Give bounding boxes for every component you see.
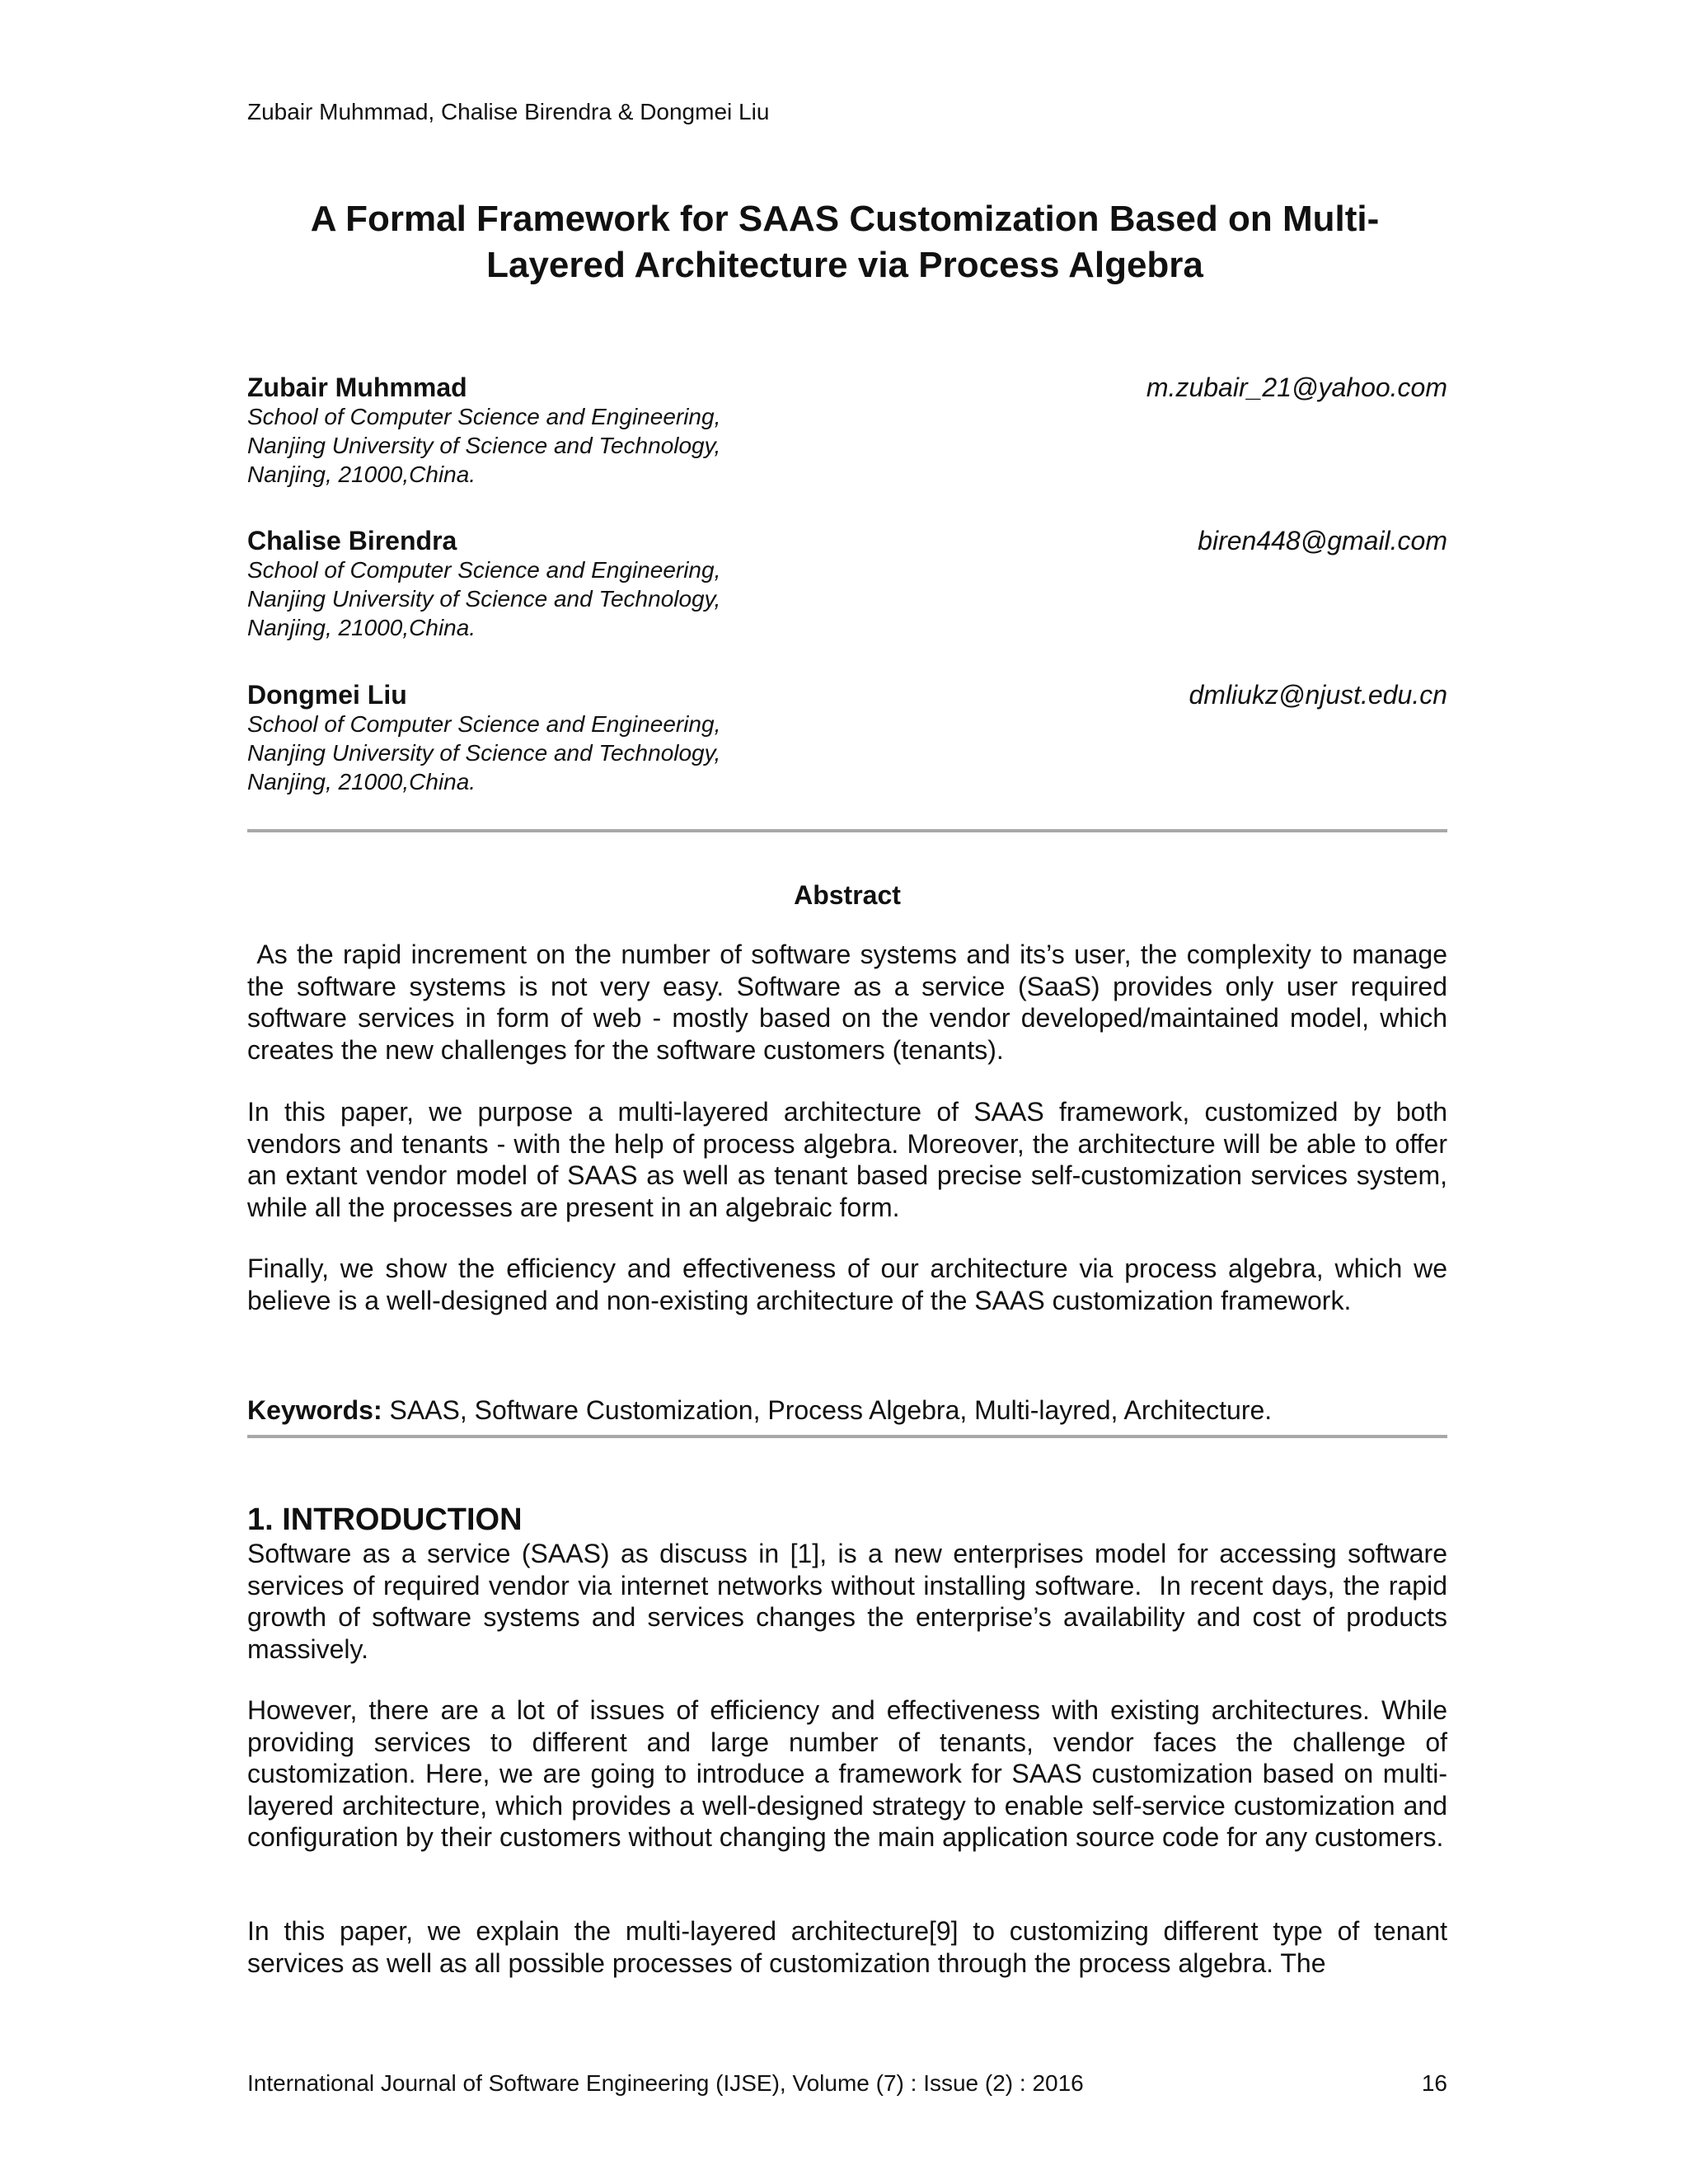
author-affiliation-school: School of Computer Science and Engineering, bbox=[247, 557, 721, 583]
author-affiliation-university: Nanjing University of Science and Technology, bbox=[247, 740, 721, 766]
abstract-heading: Abstract bbox=[794, 880, 901, 910]
abstract-paragraph-1: As the rapid increment on the number of software systems and its’s user, the complexity to manage the software systems is not very easy. Software as a service (SaaS) provides only user required software services in form of web - mostly based on the vendor developed/maintained model, which creates the new challenges for the software customers (tenants). bbox=[247, 940, 1455, 1065]
keywords-line bbox=[247, 1394, 1447, 1426]
author-block-2 bbox=[247, 526, 1447, 642]
abstract-paragraph-2: In this paper, we purpose a multi-layered architecture of SAAS framework, customized by both vendors and tenants - with the help of process algebra. Moreover, the architecture will be able to offer an extant vendor model of SAAS as well as tenant based precise self-customization services system, while all the processes are present in an algebraic form. bbox=[247, 1097, 1447, 1222]
divider-rule bbox=[247, 829, 1447, 832]
paper-title bbox=[206, 196, 1484, 288]
intro-paragraph-1: Software as a service (SAAS) as discuss in [1], is a new enterprises model for accessing software services of required vendor via internet networks without installing software. In recent days, the rapid growth of software systems and services changes the enterprise’s availability and cost of products massively. bbox=[247, 1539, 1455, 1664]
author-affiliation-university: Nanjing University of Science and Technology, bbox=[247, 586, 721, 612]
author-affiliation-city: Nanjing, 21000,China. bbox=[247, 769, 476, 794]
running-head: Zubair Muhmmad, Chalise Birendra & Dongmei Liu bbox=[247, 99, 770, 124]
author-affiliation-city: Nanjing, 21000,China. bbox=[247, 615, 476, 640]
author-name: Zubair Muhmmad bbox=[247, 373, 467, 402]
author-affiliation-school: School of Computer Science and Engineering, bbox=[247, 711, 721, 737]
author-name: Chalise Birendra bbox=[247, 526, 457, 555]
page-number: 16 bbox=[1421, 2070, 1447, 2096]
author-email: biren448@gmail.com bbox=[1198, 526, 1447, 555]
author-affiliation-school: School of Computer Science and Engineering, bbox=[247, 404, 721, 429]
intro-paragraph-3: In this paper, we explain the multi-layered architecture[9] to customizing different type of tenant services as well as all possible processes of customization through the process algebra. The bbox=[247, 1916, 1447, 1978]
divider-rule bbox=[247, 1435, 1447, 1438]
paper-title-line-1: A Formal Framework for SAAS Customization Based on Multi- bbox=[310, 199, 1380, 239]
intro-paragraph-2: However, there are a lot of issues of efficiency and effectiveness with existing architectures. While providing services to different and large number of tenants, vendor faces the challenge of customization. Here, we are going to introduce a framework for SAAS customization based on multi-layered architecture, which provides a well-designed strategy to enable self-service customization and configuration by their customers without changing the main application source code for any customers. bbox=[247, 1695, 1447, 1852]
section-heading-introduction: 1. INTRODUCTION bbox=[247, 1502, 523, 1537]
author-affiliation-university: Nanjing University of Science and Technology, bbox=[247, 433, 721, 458]
page-footer bbox=[247, 2069, 1447, 2098]
author-name: Dongmei Liu bbox=[247, 680, 407, 710]
author-email: dmliukz@njust.edu.cn bbox=[1189, 680, 1447, 710]
footer-journal: International Journal of Software Engineering (IJSE), Volume (7) : Issue (2) : 2016 bbox=[247, 2070, 1084, 2096]
keywords-label: Keywords: bbox=[247, 1395, 382, 1425]
author-block-1 bbox=[247, 373, 1447, 489]
author-affiliation-city: Nanjing, 21000,China. bbox=[247, 462, 476, 487]
author-email: m.zubair_21@yahoo.com bbox=[1146, 373, 1447, 402]
abstract-paragraph-3: Finally, we show the efficiency and effectiveness of our architecture via process algebra, which we believe is a well-designed and non-existing architecture of the SAAS customization framework. bbox=[247, 1254, 1447, 1315]
paper-title-line-2: Layered Architecture via Process Algebra bbox=[486, 245, 1203, 285]
author-block-3 bbox=[247, 680, 1447, 796]
keywords-text: SAAS, Software Customization, Process Algebra, Multi-layred, Architecture. bbox=[382, 1395, 1273, 1425]
